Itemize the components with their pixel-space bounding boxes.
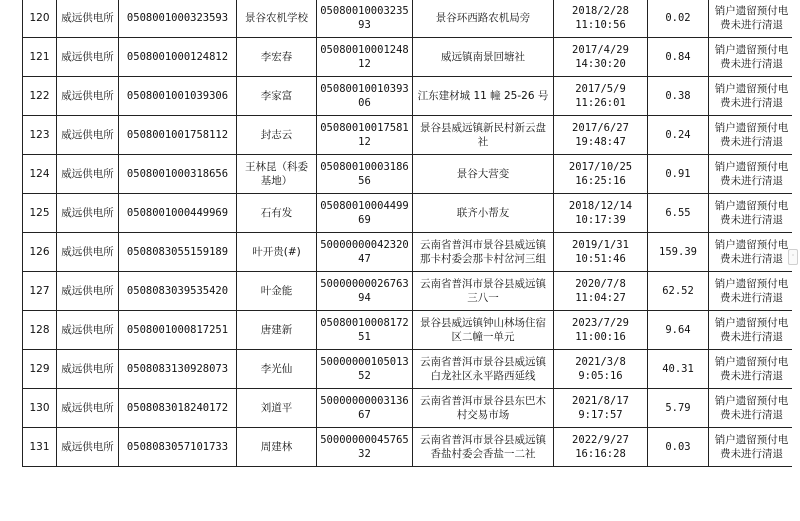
date-text: 2020/7/8 bbox=[575, 278, 626, 290]
cell-datetime bbox=[554, 233, 648, 272]
cell-unit: 威远供电所 bbox=[57, 155, 119, 194]
cell-address: 景谷县威远镇钟山林场住宿区二幢一单元 bbox=[413, 311, 554, 350]
date-text: 2022/9/27 bbox=[572, 434, 629, 446]
cell-datetime bbox=[554, 77, 648, 116]
cell-reason: 销户遗留预付电费未进行清退 bbox=[709, 428, 793, 467]
cell-number: 120 bbox=[23, 0, 57, 38]
cell-unit: 威远供电所 bbox=[57, 389, 119, 428]
cell-account-number: 0508083055159189 bbox=[119, 233, 237, 272]
table-row bbox=[23, 389, 793, 428]
cell-meter-number: 0508001001758112 bbox=[317, 116, 413, 155]
date-text: 2017/4/29 bbox=[572, 44, 629, 56]
time-text: 16:16:28 bbox=[575, 448, 626, 460]
time-text: 11:10:56 bbox=[575, 19, 626, 31]
cell-amount: 159.39 bbox=[648, 233, 709, 272]
cell-number: 127 bbox=[23, 272, 57, 311]
cell-customer-name: 李光仙 bbox=[237, 350, 317, 389]
cell-reason: 销户遗留预付电费未进行清退 bbox=[709, 77, 793, 116]
time-text: 9:05:16 bbox=[578, 370, 623, 382]
table-row bbox=[23, 428, 793, 467]
cell-address: 联齐小帮友 bbox=[413, 194, 554, 233]
cell-customer-name: 周建林 bbox=[237, 428, 317, 467]
document-page bbox=[8, 0, 792, 521]
time-text: 11:04:27 bbox=[575, 292, 626, 304]
cell-account-number: 0508001000318656 bbox=[119, 155, 237, 194]
cell-account-number: 0508001000817251 bbox=[119, 311, 237, 350]
cell-reason: 销户遗留预付电费未进行清退 bbox=[709, 116, 793, 155]
cell-unit: 威远供电所 bbox=[57, 194, 119, 233]
date-text: 2017/5/9 bbox=[575, 83, 626, 95]
table-row bbox=[23, 350, 793, 389]
cell-amount: 40.31 bbox=[648, 350, 709, 389]
time-text: 11:26:01 bbox=[575, 97, 626, 109]
cell-unit: 威远供电所 bbox=[57, 77, 119, 116]
cell-datetime bbox=[554, 389, 648, 428]
cell-customer-name: 封志云 bbox=[237, 116, 317, 155]
cell-amount: 0.02 bbox=[648, 0, 709, 38]
cell-customer-name: 叶金能 bbox=[237, 272, 317, 311]
cell-address: 景谷大营变 bbox=[413, 155, 554, 194]
cell-number: 122 bbox=[23, 77, 57, 116]
page-scroll-marker[interactable]: · bbox=[788, 249, 798, 265]
date-text: 2018/12/14 bbox=[568, 200, 633, 212]
cell-customer-name: 李宏春 bbox=[237, 38, 317, 77]
cell-customer-name: 李家富 bbox=[237, 77, 317, 116]
cell-account-number: 0508083018240172 bbox=[119, 389, 237, 428]
cell-meter-number: 0508001000817251 bbox=[317, 311, 413, 350]
cell-meter-number: 0508001000124812 bbox=[317, 38, 413, 77]
time-text: 9:17:57 bbox=[578, 409, 623, 421]
cell-account-number: 0508001000323593 bbox=[119, 0, 237, 38]
cell-unit: 威远供电所 bbox=[57, 233, 119, 272]
cell-address: 云南省普洱市景谷县威远镇白龙社区永平路西延线 bbox=[413, 350, 554, 389]
cell-address: 江东建材城 11 幢 25-26 号 bbox=[413, 77, 554, 116]
cell-amount: 0.38 bbox=[648, 77, 709, 116]
cell-number: 125 bbox=[23, 194, 57, 233]
date-text: 2019/1/31 bbox=[572, 239, 629, 251]
time-text: 14:30:20 bbox=[575, 58, 626, 70]
time-text: 16:25:16 bbox=[575, 175, 626, 187]
cell-meter-number: 5000000004576532 bbox=[317, 428, 413, 467]
cell-meter-number: 0508001000449969 bbox=[317, 194, 413, 233]
date-text: 2023/7/29 bbox=[572, 317, 629, 329]
cell-number: 131 bbox=[23, 428, 57, 467]
cell-customer-name: 刘道平 bbox=[237, 389, 317, 428]
cell-amount: 0.03 bbox=[648, 428, 709, 467]
cell-meter-number: 0508001000323593 bbox=[317, 0, 413, 38]
cell-datetime bbox=[554, 194, 648, 233]
table-row bbox=[23, 194, 793, 233]
cell-meter-number: 0508001001039306 bbox=[317, 77, 413, 116]
cell-account-number: 0508083039535420 bbox=[119, 272, 237, 311]
table-row bbox=[23, 272, 793, 311]
cell-unit: 威远供电所 bbox=[57, 428, 119, 467]
cell-amount: 0.84 bbox=[648, 38, 709, 77]
cell-unit: 威远供电所 bbox=[57, 350, 119, 389]
cell-account-number: 0508001000449969 bbox=[119, 194, 237, 233]
cell-address: 云南省普洱市景谷县威远镇香盐村委会香盐一二社 bbox=[413, 428, 554, 467]
table-body bbox=[23, 0, 793, 467]
cell-reason: 销户遗留预付电费未进行清退 bbox=[709, 38, 793, 77]
cell-address: 威远镇南景回塘社 bbox=[413, 38, 554, 77]
date-text: 2017/10/25 bbox=[568, 161, 633, 173]
date-text: 2021/8/17 bbox=[572, 395, 629, 407]
table-row bbox=[23, 155, 793, 194]
table-row bbox=[23, 77, 793, 116]
time-text: 10:51:46 bbox=[575, 253, 626, 265]
cell-datetime bbox=[554, 0, 648, 38]
cell-account-number: 0508083057101733 bbox=[119, 428, 237, 467]
table-row bbox=[23, 311, 793, 350]
cell-reason: 销户遗留预付电费未进行清退 bbox=[709, 389, 793, 428]
cell-amount: 62.52 bbox=[648, 272, 709, 311]
cell-number: 126 bbox=[23, 233, 57, 272]
cell-datetime bbox=[554, 428, 648, 467]
cell-number: 121 bbox=[23, 38, 57, 77]
cell-number: 130 bbox=[23, 389, 57, 428]
time-text: 10:17:39 bbox=[575, 214, 626, 226]
cell-address: 景谷县威远镇新民村新云盘社 bbox=[413, 116, 554, 155]
date-text: 2021/3/8 bbox=[575, 356, 626, 368]
cell-amount: 5.79 bbox=[648, 389, 709, 428]
cell-reason: 销户遗留预付电费未进行清退 bbox=[709, 350, 793, 389]
cell-meter-number: 5000000002676394 bbox=[317, 272, 413, 311]
cell-meter-number: 5000000010501352 bbox=[317, 350, 413, 389]
cell-meter-number: 0508001000318656 bbox=[317, 155, 413, 194]
cell-unit: 威远供电所 bbox=[57, 272, 119, 311]
cell-account-number: 0508001001039306 bbox=[119, 77, 237, 116]
cell-datetime bbox=[554, 350, 648, 389]
cell-number: 129 bbox=[23, 350, 57, 389]
cell-reason: 销户遗留预付电费未进行清退 bbox=[709, 194, 793, 233]
table-row bbox=[23, 0, 793, 38]
cell-number: 124 bbox=[23, 155, 57, 194]
cell-customer-name: 景谷农机学校 bbox=[237, 0, 317, 38]
cell-unit: 威远供电所 bbox=[57, 116, 119, 155]
table-row bbox=[23, 116, 793, 155]
cell-amount: 9.64 bbox=[648, 311, 709, 350]
cell-account-number: 0508083130928073 bbox=[119, 350, 237, 389]
cell-account-number: 0508001001758112 bbox=[119, 116, 237, 155]
refund-table bbox=[22, 0, 792, 467]
cell-address: 云南省普洱市景谷县东巴木村交易市场 bbox=[413, 389, 554, 428]
date-text: 2017/6/27 bbox=[572, 122, 629, 134]
cell-amount: 0.24 bbox=[648, 116, 709, 155]
cell-datetime bbox=[554, 311, 648, 350]
cell-account-number: 0508001000124812 bbox=[119, 38, 237, 77]
cell-customer-name: 石有发 bbox=[237, 194, 317, 233]
date-text: 2018/2/28 bbox=[572, 5, 629, 17]
time-text: 11:00:16 bbox=[575, 331, 626, 343]
time-text: 19:48:47 bbox=[575, 136, 626, 148]
cell-amount: 0.91 bbox=[648, 155, 709, 194]
cell-reason: 销户遗留预付电费未进行清退 bbox=[709, 233, 793, 272]
cell-number: 128 bbox=[23, 311, 57, 350]
cell-reason: 销户遗留预付电费未进行清退 bbox=[709, 155, 793, 194]
cell-meter-number: 5000000000313667 bbox=[317, 389, 413, 428]
cell-datetime bbox=[554, 155, 648, 194]
cell-reason: 销户遗留预付电费未进行清退 bbox=[709, 272, 793, 311]
cell-datetime bbox=[554, 38, 648, 77]
cell-meter-number: 5000000004232047 bbox=[317, 233, 413, 272]
table-row bbox=[23, 233, 793, 272]
cell-customer-name: 唐建新 bbox=[237, 311, 317, 350]
cell-address: 云南省普洱市景谷县威远镇三八一 bbox=[413, 272, 554, 311]
cell-reason: 销户遗留预付电费未进行清退 bbox=[709, 0, 793, 38]
table-row bbox=[23, 38, 793, 77]
cell-customer-name: 王林昆（科委基地） bbox=[237, 155, 317, 194]
cell-reason: 销户遗留预付电费未进行清退 bbox=[709, 311, 793, 350]
cell-number: 123 bbox=[23, 116, 57, 155]
cell-address: 云南省普洱市景谷县威远镇那卡村委会那卡村岔河三组 bbox=[413, 233, 554, 272]
cell-datetime bbox=[554, 272, 648, 311]
cell-amount: 6.55 bbox=[648, 194, 709, 233]
cell-address: 景谷环西路农机局旁 bbox=[413, 0, 554, 38]
cell-customer-name: 叶开贵(#) bbox=[237, 233, 317, 272]
cell-unit: 威远供电所 bbox=[57, 311, 119, 350]
cell-unit: 威远供电所 bbox=[57, 38, 119, 77]
cell-datetime bbox=[554, 116, 648, 155]
cell-unit: 威远供电所 bbox=[57, 0, 119, 38]
